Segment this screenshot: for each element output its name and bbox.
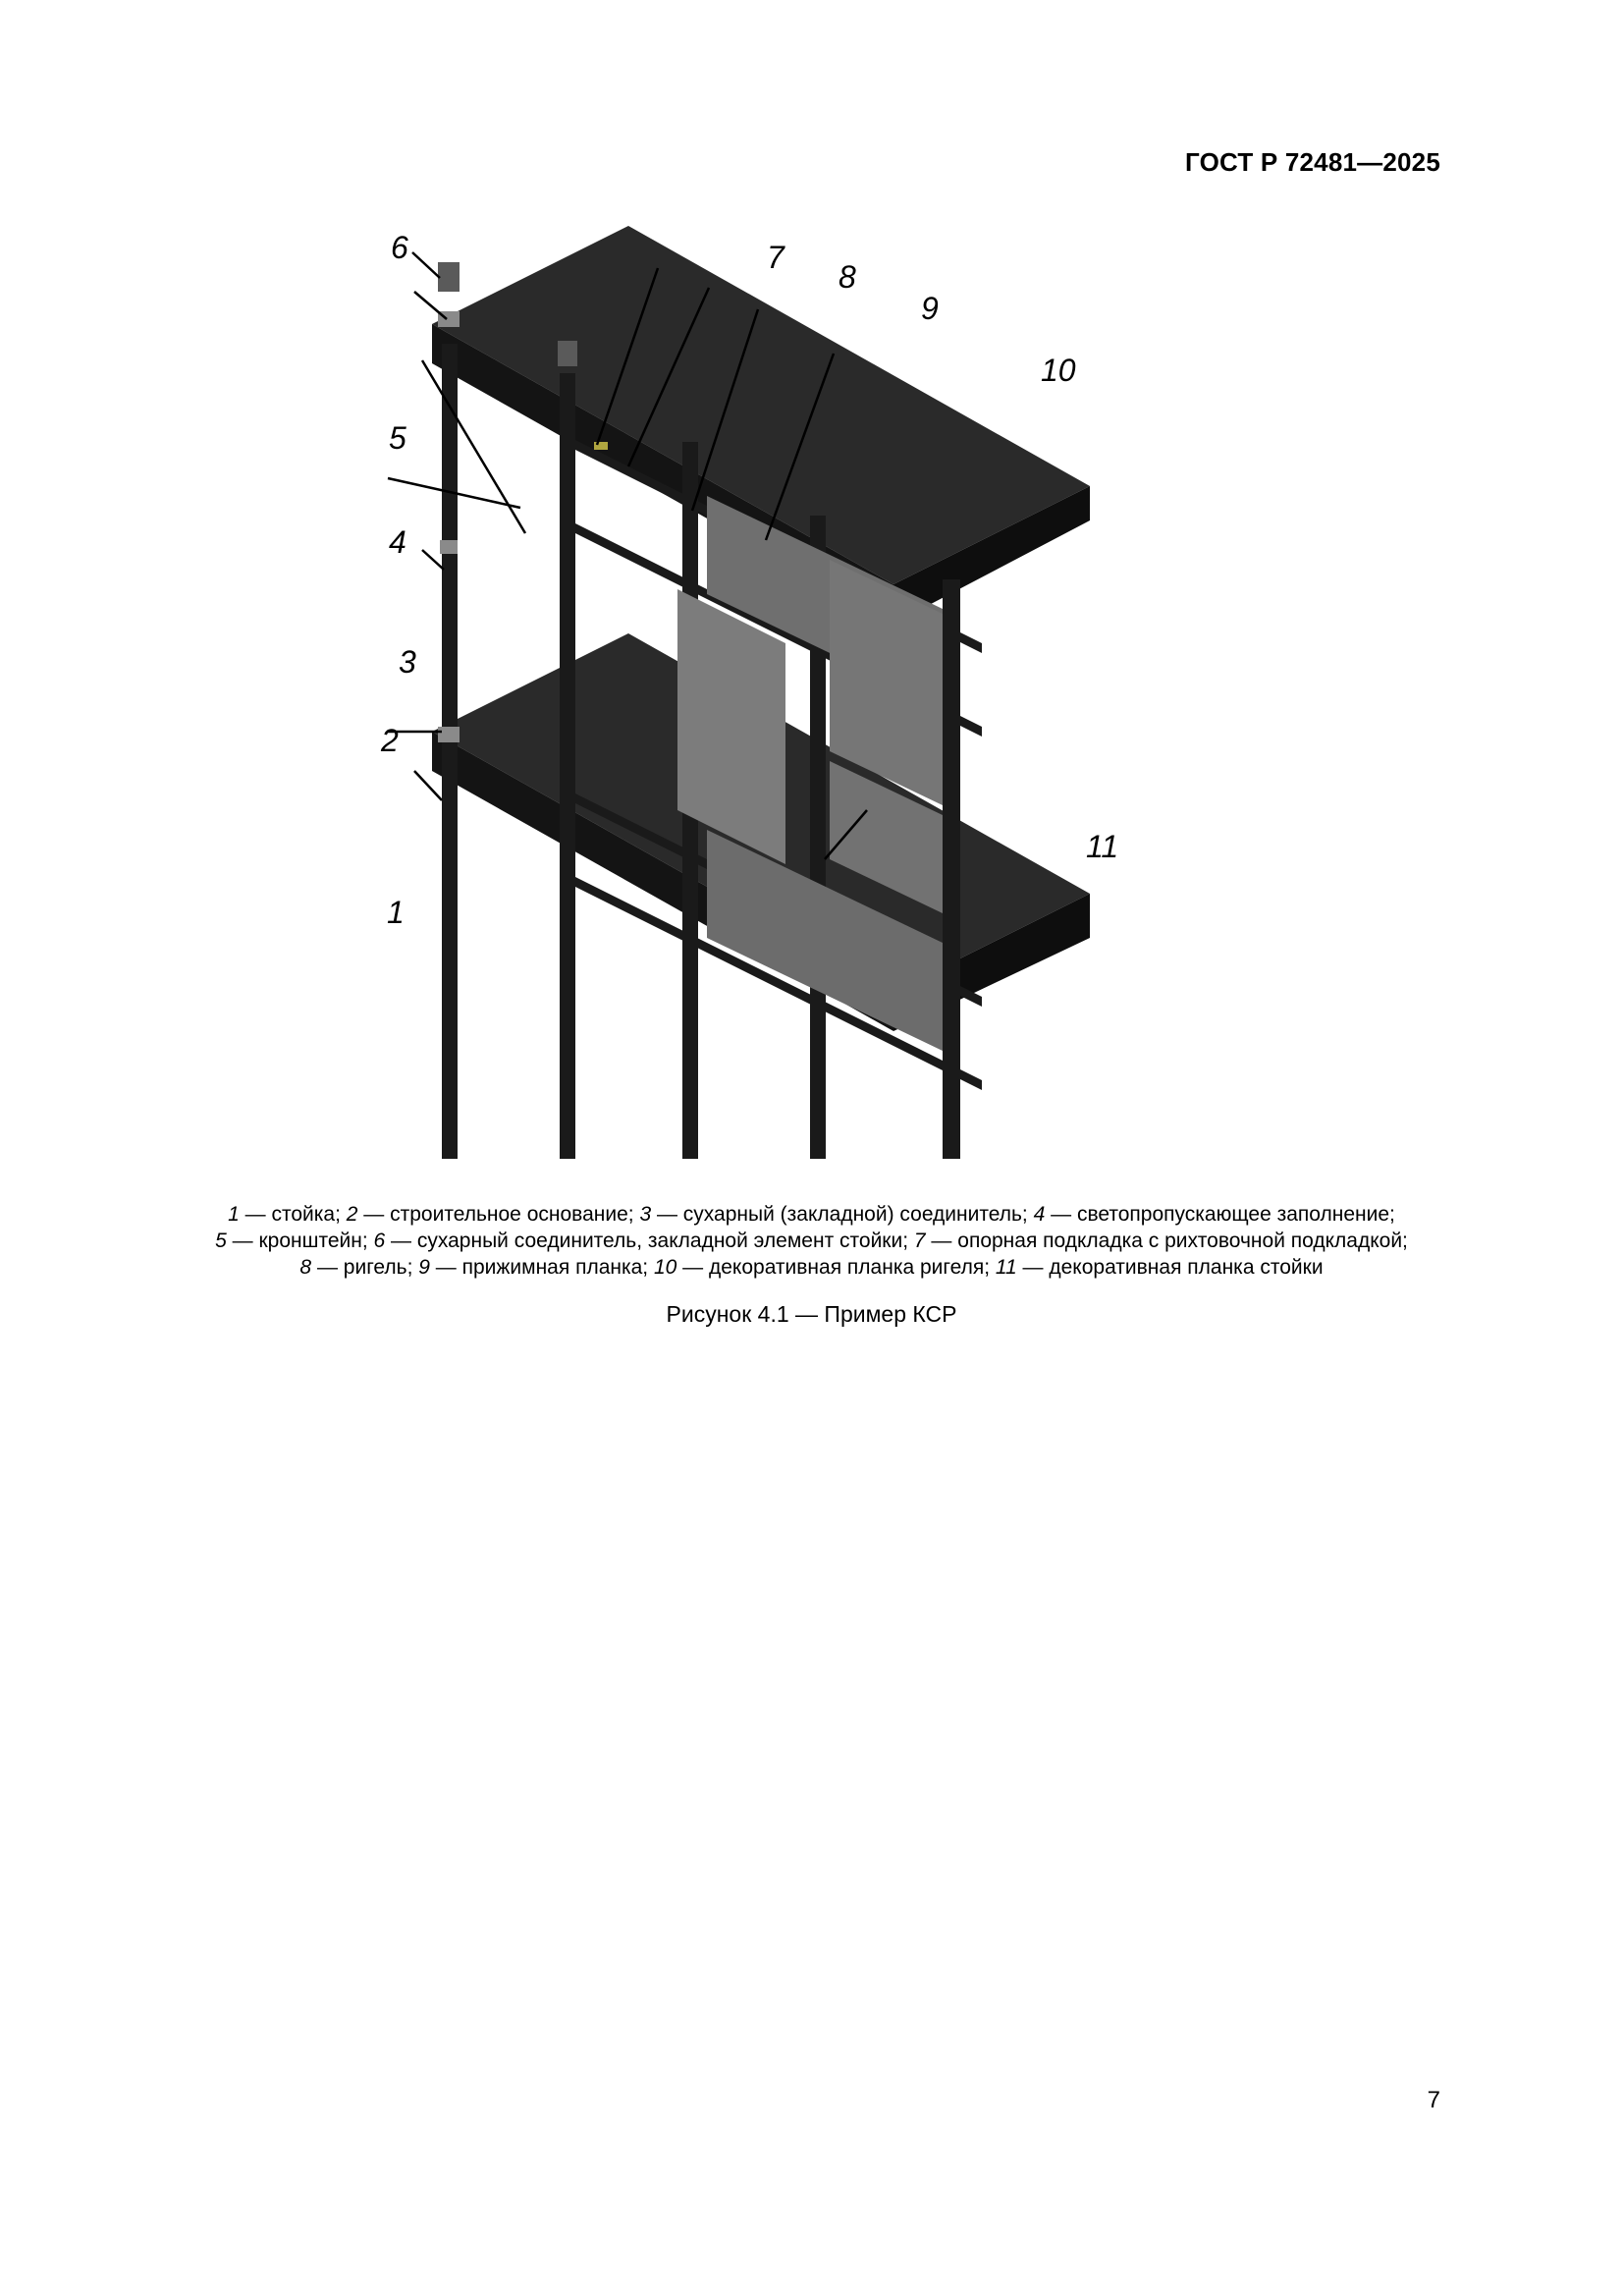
callout-8: 8 xyxy=(839,259,856,295)
page-number: 7 xyxy=(1427,2087,1440,2113)
legend-num: 10 xyxy=(653,1256,677,1279)
figure-ksr-isometric xyxy=(381,221,1139,1174)
legend-line-3 xyxy=(0,1254,1623,1281)
legend-num: 9 xyxy=(418,1256,430,1279)
connector-3 xyxy=(440,540,458,554)
legend-text: — декоративная планка ригеля; xyxy=(676,1256,996,1279)
legend-text: — прижимная планка; xyxy=(429,1256,654,1279)
legend-num: 4 xyxy=(1033,1203,1046,1226)
bracket-lower xyxy=(438,727,460,742)
legend-text: — сухарный (закладной) соединитель; xyxy=(651,1203,1034,1226)
legend-num: 11 xyxy=(995,1256,1017,1279)
support-pad-7 xyxy=(594,442,608,450)
legend-num: 8 xyxy=(299,1256,312,1279)
callout-10: 10 xyxy=(1041,353,1076,388)
legend-text: — сухарный соединитель, закладной элемент стойки; xyxy=(385,1230,914,1252)
connector-mullion-2 xyxy=(558,341,577,366)
mullion-2 xyxy=(560,373,575,1159)
legend-line-2 xyxy=(0,1228,1623,1254)
legend-num: 5 xyxy=(215,1230,227,1252)
document-code: ГОСТ Р 72481—2025 xyxy=(1185,147,1440,177)
legend-text: — опорная подкладка с рихтовочной подкладкой; xyxy=(925,1230,1408,1252)
callout-3: 3 xyxy=(399,644,416,680)
callout-11: 11 xyxy=(1086,829,1119,864)
legend-line-1 xyxy=(0,1201,1623,1228)
callout-9: 9 xyxy=(921,291,939,326)
legend-text: — ригель; xyxy=(311,1256,419,1279)
figure-legend xyxy=(0,1201,1623,1281)
callout-4: 4 xyxy=(389,524,406,560)
legend-num: 2 xyxy=(346,1203,358,1226)
legend-num: 7 xyxy=(913,1230,926,1252)
figure-drawing xyxy=(381,221,1139,1174)
legend-num: 6 xyxy=(373,1230,386,1252)
legend-num: 3 xyxy=(639,1203,652,1226)
legend-text: — кронштейн; xyxy=(226,1230,374,1252)
legend-text: — строительное основание; xyxy=(357,1203,640,1226)
callout-5: 5 xyxy=(389,420,406,456)
legend-text: — светопропускающее заполнение; xyxy=(1045,1203,1395,1226)
callout-1: 1 xyxy=(387,895,405,930)
legend-num: 1 xyxy=(228,1203,240,1226)
legend-text: — декоративная планка стойки xyxy=(1016,1256,1324,1279)
callout-2: 2 xyxy=(381,723,399,758)
callout-6: 6 xyxy=(391,230,408,265)
callout-7: 7 xyxy=(767,240,784,275)
connector-6 xyxy=(438,262,460,292)
mullion-1 xyxy=(442,344,458,1159)
figure-caption: Рисунок 4.1 — Пример КСР xyxy=(666,1301,957,1327)
legend-text: — стойка; xyxy=(239,1203,347,1226)
